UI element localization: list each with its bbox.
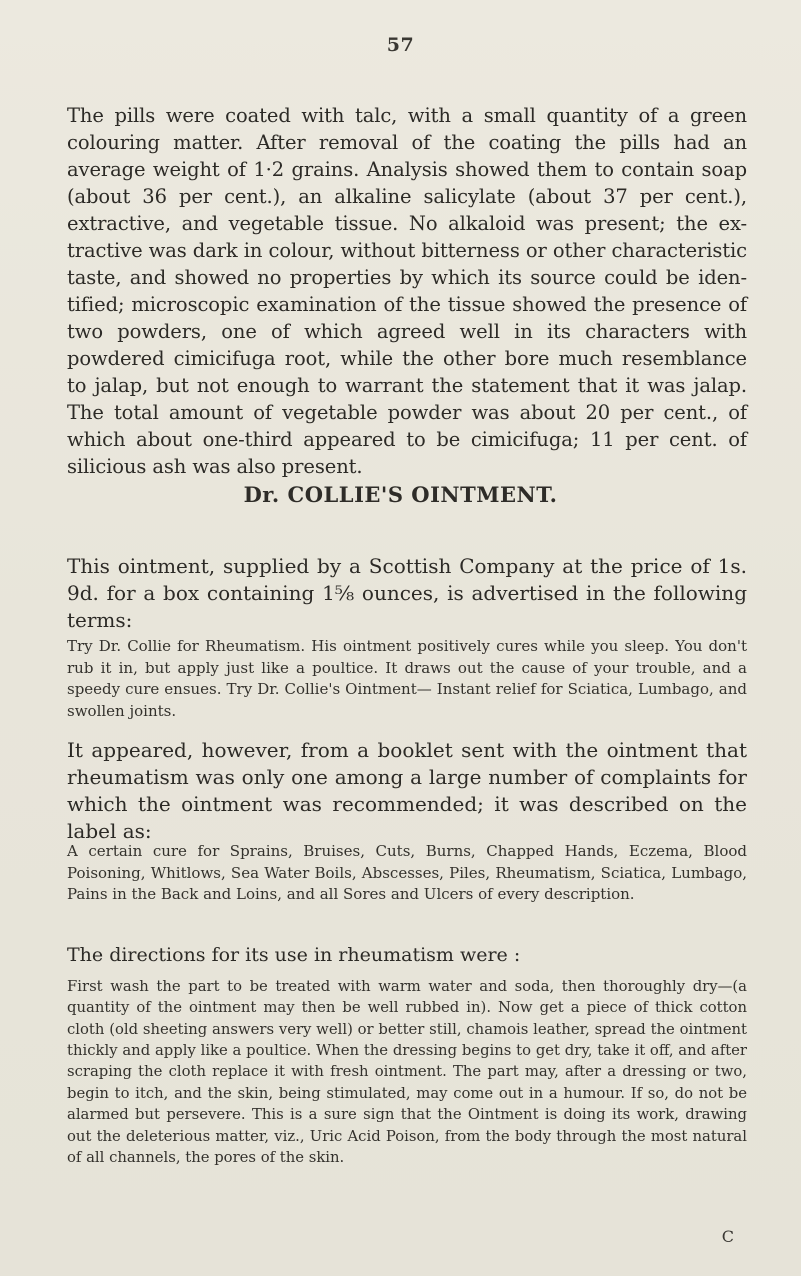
paragraph-ointment-advertised: This ointment, supplied by a Scottish Company at the price of 1s. 9d. for a box containing 1⅝ ounces, is advertised in the following terms: [67,554,747,632]
quote-directions: First wash the part to be treated with warm water and soda, then thoroughly dry—(a quantity of the ointment may then be well rubbed in). Now get a piece of thick cotton cloth (old sheeting answers very well) or better still, chamois leather, spread the ointment thickly and apply like a poultice. When the dressing begins to get dry, take it off, and after scraping the cloth replace it with fresh ointment. The part may, after a dressing or two, begin to itch, and the skin, being stimulated, may come out in a humour. If so, do not be alarmed but persevere. This is a sure sign that the Ointment is doing its work, drawing out the deleterious matter, viz., Uric Acid Poison, from the body through the most natural of all channels, the pores of the skin. [67,977,747,1167]
paragraph-directions-intro: The directions for its use in rheumatism were : [67,944,521,966]
page-number: 57 [386,34,415,56]
quote-advertisement: Try Dr. Collie for Rheumatism. His ointment positively cures while you sleep. You don't rub it in, but apply just like a poultice. It draws out the cause of your trouble, and a speedy cure ensues. Try Dr. Collie's Ointment— Instant relief for Sciatica, Lumbago, and swollen joints. [67,637,747,720]
paragraph-booklet: It appeared, however, from a booklet sent with the ointment that rheumatism was only one among a large number of complaints for which the ointment was recommended; it was described on the label as: [67,738,747,843]
paragraph-pill-analysis: The pills were coated with talc, with a small quantity of a green colouring matter. After removal of the coating the pills had an average weight of 1·2 grains. Analysis showed them to contain soap (about 36 per cent.), an alkaline salicylate (about 37 per cent.), extractive, and vegetable tissue. No alkaloid was present; the ex-tractive was dark in colour, without bitterness or other characteristic taste, and showed no properties by which its source could be iden-tified; microscopic examination of the tissue showed the presence of two powders, one of which agreed well in its characters with powdered cimicifuga root, while the other bore much resemblance to jalap, but not enough to warrant the statement that it was jalap. The total amount of vegetable powder was about 20 per cent., of which about one-third appeared to be cimicifuga; 11 per cent. of silicious ash was also present. [67,103,747,478]
quote-label: A certain cure for Sprains, Bruises, Cuts, Burns, Chapped Hands, Eczema, Blood Poisoning, Whitlows, Sea Water Boils, Abscesses, Piles, Rheumatism, Sciatica, Lumbago, Pains in the Back and Loins, and all Sores and Ulcers of every description. [67,842,747,903]
signature-mark: C [721,1227,734,1246]
section-heading: Dr. COLLIE'S OINTMENT. [243,482,558,507]
